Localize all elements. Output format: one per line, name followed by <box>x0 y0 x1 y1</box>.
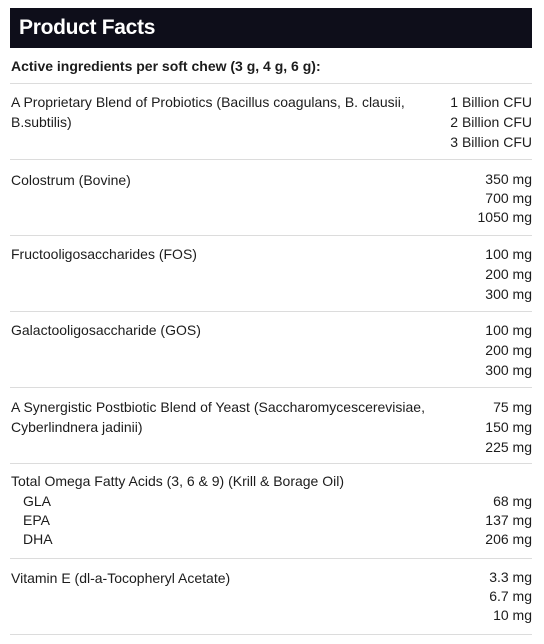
sub-ingredient-row <box>10 492 532 511</box>
amount-3g: 75 mg <box>493 399 532 415</box>
ingredient-name: Galactooligosaccharide (GOS) <box>11 322 201 338</box>
ingredient-amounts <box>489 568 532 625</box>
amount-4g: 700 mg <box>485 190 532 206</box>
ingredient-amounts <box>485 244 532 304</box>
amount-4g: 2 Billion CFU <box>450 114 532 130</box>
amount-4g: 200 mg <box>485 342 532 358</box>
amount-6g: 300 mg <box>485 286 532 302</box>
amount-3g: 100 mg <box>485 322 532 338</box>
ingredient-row-postbiotic <box>10 388 532 464</box>
ingredient-name: Total Omega Fatty Acids (3, 6 & 9) (Krill & Borage Oil) <box>11 473 345 489</box>
amount-6g: 225 mg <box>485 439 532 455</box>
amount-3g: 1 Billion CFU <box>450 94 532 110</box>
sub-ingredient-amount: 206 mg <box>485 531 532 547</box>
amount-6g: 10 mg <box>493 607 532 623</box>
amount-6g: 3 Billion CFU <box>450 134 532 150</box>
ingredient-name: Vitamin E (dl-a-Tocopheryl Acetate) <box>11 570 231 586</box>
ingredient-row-omega <box>10 464 532 559</box>
ingredient-amounts <box>485 320 532 380</box>
ingredient-amounts <box>485 397 532 457</box>
ingredient-amounts <box>478 170 532 227</box>
amount-3g: 3.3 mg <box>489 569 532 585</box>
amount-4g: 6.7 mg <box>489 588 532 604</box>
sub-ingredient-row <box>10 511 532 530</box>
amount-3g: 350 mg <box>485 171 532 187</box>
amount-4g: 200 mg <box>485 266 532 282</box>
ingredient-name: A Proprietary Blend of Probiotics (Bacillus coagulans, B. clausii, B.subtilis) <box>11 94 405 130</box>
amount-3g: 100 mg <box>485 246 532 262</box>
ingredient-name: A Synergistic Postbiotic Blend of Yeast (Saccharomycescerevisiae, Cyberlindnera jadinii) <box>11 399 425 435</box>
ingredient-row-probiotics <box>10 84 532 160</box>
sub-ingredient-name: EPA <box>23 512 50 528</box>
ingredient-row-fos <box>10 236 532 312</box>
amount-4g: 150 mg <box>485 419 532 435</box>
ingredient-row-vitamin-e <box>10 559 532 635</box>
product-facts-panel <box>10 8 532 635</box>
product-facts-header <box>10 8 532 48</box>
ingredient-row-gos <box>10 312 532 388</box>
ingredient-row-colostrum <box>10 160 532 236</box>
ingredient-name: Colostrum (Bovine) <box>11 172 131 188</box>
sub-ingredient-amount: 68 mg <box>493 493 532 509</box>
sub-ingredient-row <box>10 530 532 549</box>
ingredient-amounts <box>450 92 532 152</box>
amount-6g: 1050 mg <box>477 209 532 225</box>
serving-description: Active ingredients per soft chew (3 g, 4 g, 6 g): <box>10 48 532 84</box>
product-facts-title: Product Facts <box>19 16 156 39</box>
sub-ingredient-amount: 137 mg <box>485 512 532 528</box>
amount-6g: 300 mg <box>485 362 532 378</box>
sub-ingredient-name: DHA <box>23 531 53 547</box>
ingredient-name: Fructooligosaccharides (FOS) <box>11 246 197 262</box>
sub-ingredient-name: GLA <box>23 493 52 509</box>
